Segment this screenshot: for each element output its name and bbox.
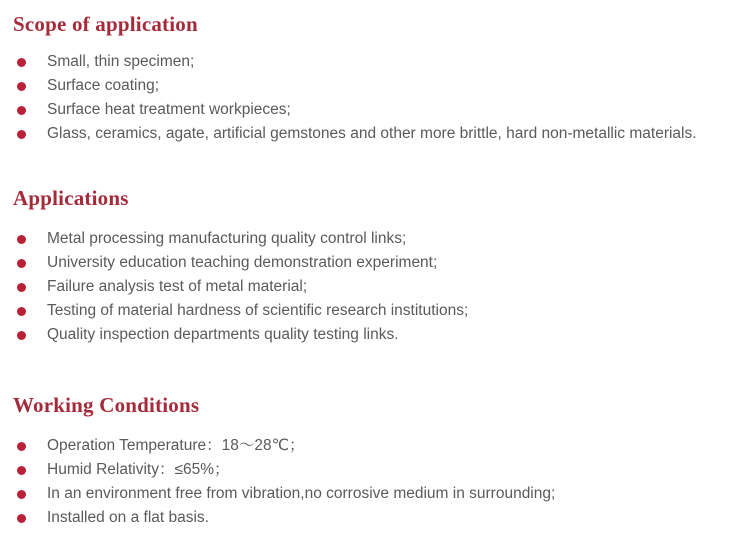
list-item-text: Humid Relativity：≤65%；: [47, 461, 230, 478]
bullet-dot-icon: [17, 442, 26, 451]
list-item: [13, 506, 736, 530]
list-item-text: Surface heat treatment workpieces;: [47, 101, 291, 118]
list-item: [13, 434, 736, 458]
section-title: Working Conditions: [13, 393, 200, 417]
list-item: [13, 482, 736, 506]
bullet-dot-icon: [17, 283, 26, 292]
bullet-dot-icon: [17, 466, 26, 475]
list-item-text: Testing of material hardness of scientific research institutions;: [47, 302, 469, 319]
bullet-dot-icon: [17, 259, 26, 268]
list-item-text: Quality inspection departments quality testing links.: [47, 326, 399, 343]
list-item-text: In an environment free from vibration,no corrosive medium in surrounding;: [47, 485, 556, 502]
list-item: [13, 98, 736, 122]
bullet-dot-icon: [17, 490, 26, 499]
bullet-dot-icon: [17, 307, 26, 316]
list-item-text: Installed on a flat basis.: [47, 509, 209, 526]
list-item-text: Operation Temperature：18～28℃；: [47, 437, 305, 454]
list-item: [13, 227, 736, 251]
list-item-text: Failure analysis test of metal material;: [47, 278, 308, 295]
list-item: [13, 458, 736, 482]
list-item-text: Small, thin specimen;: [47, 53, 195, 70]
section-title: Applications: [13, 186, 129, 210]
bullet-dot-icon: [17, 82, 26, 91]
list-item: [13, 50, 736, 74]
list-item: [13, 74, 736, 98]
section-scope-of-application: [13, 12, 736, 146]
list-item: [13, 275, 736, 299]
bullet-list: [13, 227, 736, 347]
list-item-text: University education teaching demonstration experiment;: [47, 254, 438, 271]
list-item-text: Metal processing manufacturing quality control links;: [47, 230, 407, 247]
bullet-dot-icon: [17, 331, 26, 340]
section-title: Scope of application: [13, 12, 198, 36]
section-working-conditions: [13, 393, 736, 530]
bullet-dot-icon: [17, 130, 26, 139]
bullet-dot-icon: [17, 514, 26, 523]
bullet-dot-icon: [17, 58, 26, 67]
bullet-dot-icon: [17, 106, 26, 115]
list-item-text: Surface coating;: [47, 77, 160, 94]
section-applications: [13, 186, 736, 347]
bullet-dot-icon: [17, 235, 26, 244]
bullet-list: [13, 434, 736, 530]
list-item-text: Glass, ceramics, agate, artificial gemstones and other more brittle, hard non-metallic materials.: [47, 125, 697, 142]
bullet-list: [13, 50, 736, 146]
list-item: [13, 299, 736, 323]
list-item: [13, 122, 736, 146]
list-item: [13, 323, 736, 347]
list-item: [13, 251, 736, 275]
